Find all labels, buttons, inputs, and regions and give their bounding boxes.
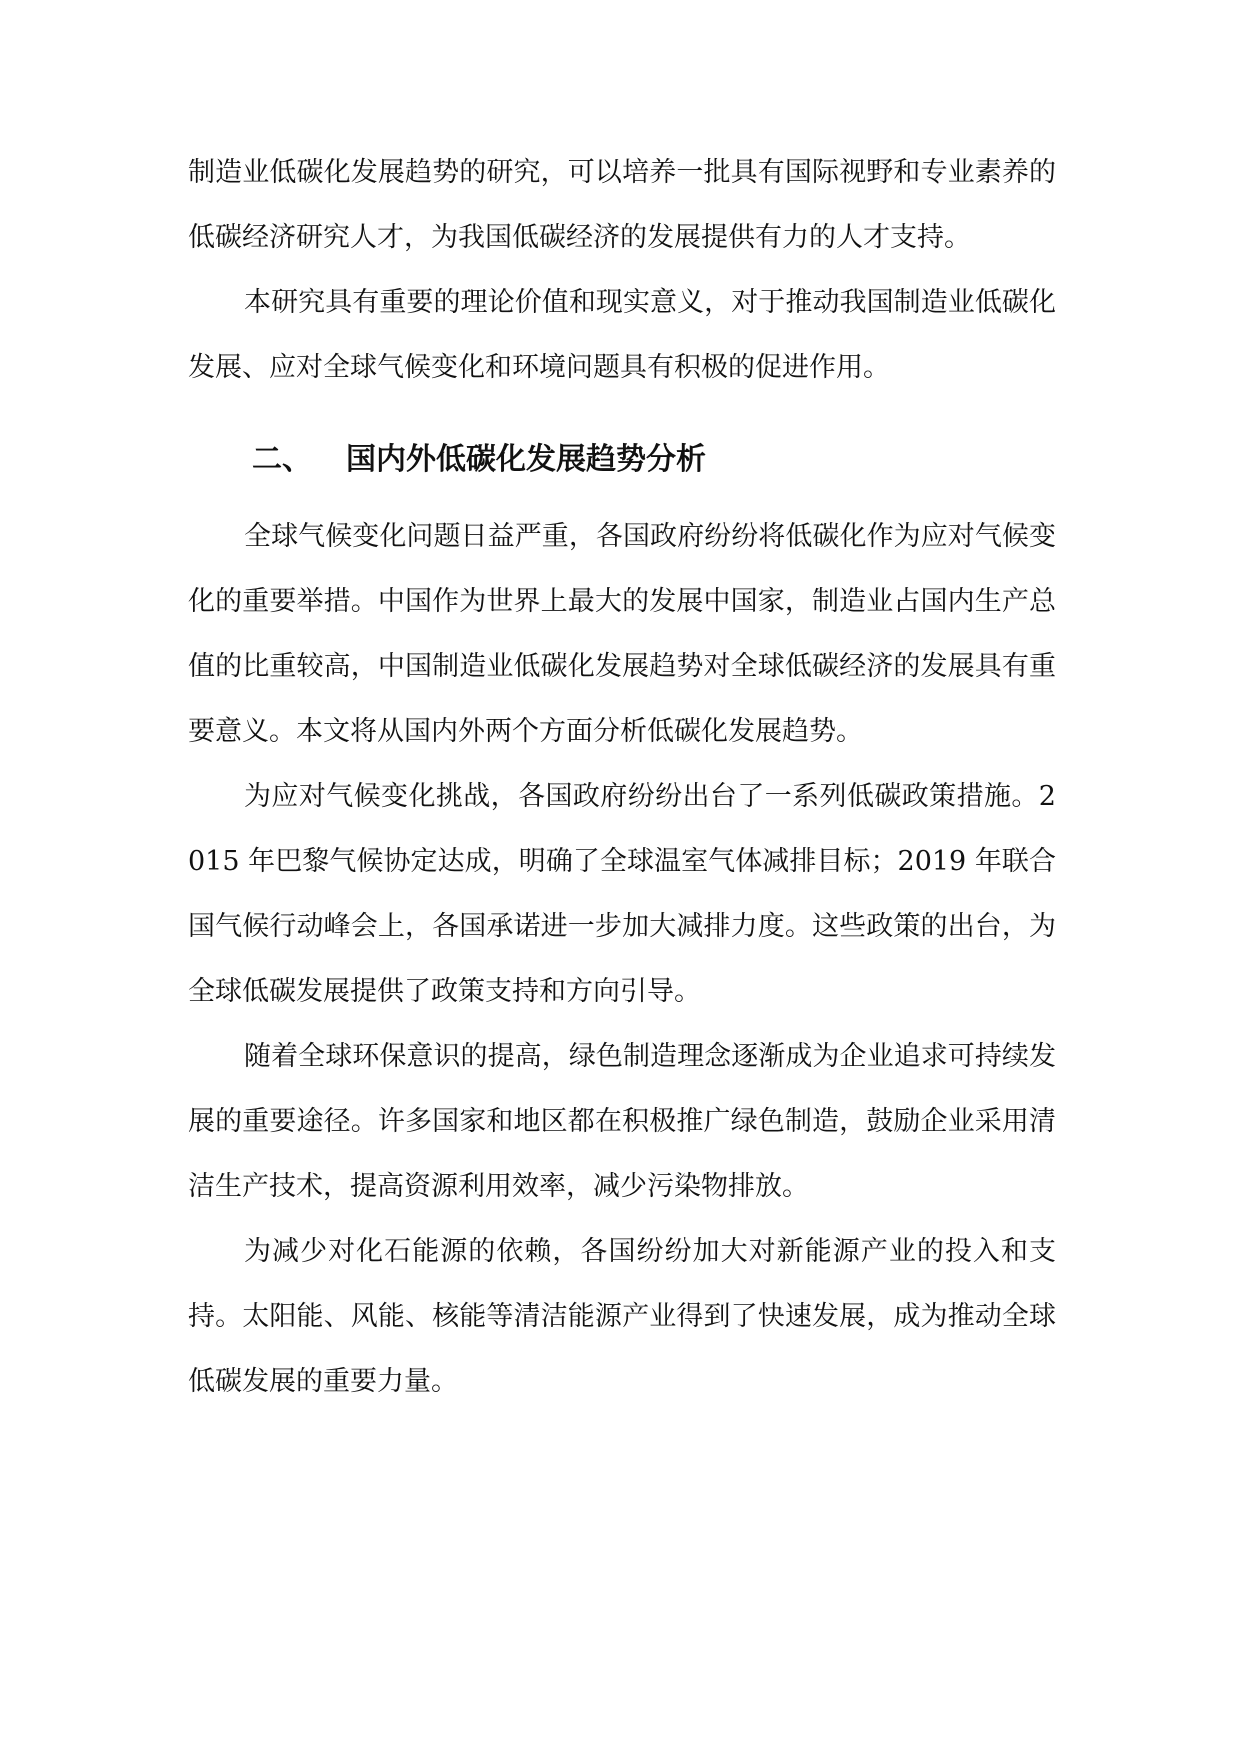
page-content [188, 140, 1056, 1414]
section-heading [188, 432, 1056, 488]
section-title: 国内外低碳化发展趋势分析 [346, 442, 706, 477]
section-number: 二、 [252, 442, 312, 477]
paragraph-policy-measures: 为应对气候变化挑战，各国政府纷纷出台了一系列低碳政策措施。2015 年巴黎气候协定达成，明确了全球温室气体减排目标；2019 年联合国气候行动峰会上，各国承诺进一步加大减排力度。这些政策的出台，为全球低碳发展提供了政策支持和方向引导。 [188, 781, 1056, 1007]
paragraph-green-manufacturing: 随着全球环保意识的提高，绿色制造理念逐渐成为企业追求可持续发展的重要途径。许多国家和地区都在积极推广绿色制造，鼓励企业采用清洁生产技术，提高资源利用效率，减少污染物排放。 [188, 1041, 1056, 1202]
paragraph-global-climate: 全球气候变化问题日益严重，各国政府纷纷将低碳化作为应对气候变化的重要举措。中国作为世界上最大的发展中国家，制造业占国内生产总值的比重较高，中国制造业低碳化发展趋势对全球低碳经济的发展具有重要意义。本文将从国内外两个方面分析低碳化发展趋势。 [188, 521, 1056, 747]
paragraph-talent-cultivation: 制造业低碳化发展趋势的研究，可以培养一批具有国际视野和专业素养的低碳经济研究人才，为我国低碳经济的发展提供有力的人才支持。 [188, 157, 1056, 253]
paragraph-research-significance: 本研究具有重要的理论价值和现实意义，对于推动我国制造业低碳化发展、应对全球气候变化和环境问题具有积极的促进作用。 [188, 287, 1056, 383]
paragraph-new-energy: 为减少对化石能源的依赖，各国纷纷加大对新能源产业的投入和支持。太阳能、风能、核能等清洁能源产业得到了快速发展，成为推动全球低碳发展的重要力量。 [188, 1236, 1056, 1397]
